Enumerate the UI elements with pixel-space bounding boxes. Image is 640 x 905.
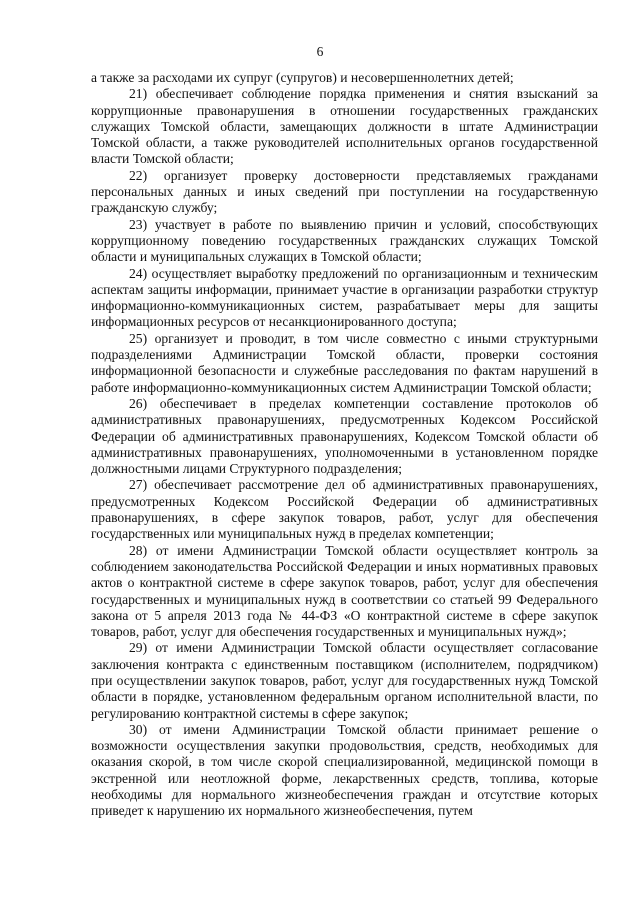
paragraph-item-29: 29) от имени Администрации Томской области осуществляет согласование заключения контракта с единственным поставщиком (исполнителем, подрядчиком) при осуществлении закупок товаров, работ, услуг для государственных нужд Томской области в порядке, установленном федеральным органом исполнительной власти, по регулированию контрактной системы в сфере закупок; <box>91 640 598 721</box>
paragraph-item-28: 28) от имени Администрации Томской области осуществляет контроль за соблюдением законодательства Российской Федерации и иных нормативных правовых актов о контрактной системе в сфере закупок товаров, работ, услуг для обеспечения государственных и муниципальных нужд в соответствии со статьей 99 Федерального закона от 5 апреля 2013 года № 44-ФЗ «О контрактной системе в сфере закупок товаров, работ, услуг для обеспечения государственных и муниципальных нужд»; <box>91 542 598 640</box>
paragraph-item-23: 23) участвует в работе по выявлению причин и условий, способствующих коррупционному поведению государственных гражданских служащих Томской области и муниципальных служащих в Томской области; <box>91 216 598 265</box>
document-body <box>91 70 598 820</box>
paragraph-item-30: 30) от имени Администрации Томской области принимает решение о возможности осуществления закупки продовольствия, средств, необходимых для оказания скорой, в том числе скорой специализированной, медицинской помощи в экстренной или неотложной форме, лекарственных средств, топлива, которые необходимы для нормального жизнеобеспечения граждан и отсутствие которых приведет к нарушению их нормального жизнеобеспечения, путем <box>91 721 598 819</box>
page-number: 6 <box>316 44 324 59</box>
paragraph-item-26: 26) обеспечивает в пределах компетенции составление протоколов об административных правонарушениях, предусмотренных Кодексом Российской Федерации об административных правонарушениях, Кодексом Томской области об административных правонарушениях, уполномоченными в установленном порядке должностными лицами Структурного подразделения; <box>91 395 598 477</box>
paragraph-item-27: 27) обеспечивает рассмотрение дел об административных правонарушениях, предусмотренных Кодексом Российской Федерации об административных правонарушениях, в сфере закупок товаров, работ, услуг для обеспечения государственных или муниципальных нужд в пределах компетенции; <box>91 477 598 542</box>
paragraph-item-25: 25) организует и проводит, в том числе совместно с иными структурными подразделениями Администрации Томской области, проверки состояния информационной безопасности и служебные расследования по фактам нарушений в работе информационно-коммуникационных систем Администрации Томской области; <box>91 330 598 395</box>
paragraph-item-22: 22) организует проверку достоверности представляемых гражданами персональных данных и иных сведений при поступлении на государственную гражданскую службу; <box>91 167 598 216</box>
paragraph-item-21: 21) обеспечивает соблюдение порядка применения и снятия взысканий за коррупционные правонарушения в отношении государственных гражданских служащих Томской области, замещающих должности в штате Администрации Томской области, а также руководителей исполнительных органов государственной власти Томской области; <box>91 86 598 167</box>
paragraph-item-24: 24) осуществляет выработку предложений по организационным и техническим аспектам защиты информации, принимает участие в организации разработки структур информационно-коммуникационных систем, разрабатывает меры для защиты информационных ресурсов от несанкционированного доступа; <box>91 265 598 330</box>
paragraph-continuation: а также за расходами их супруг (супругов) и несовершеннолетних детей; <box>91 70 514 85</box>
